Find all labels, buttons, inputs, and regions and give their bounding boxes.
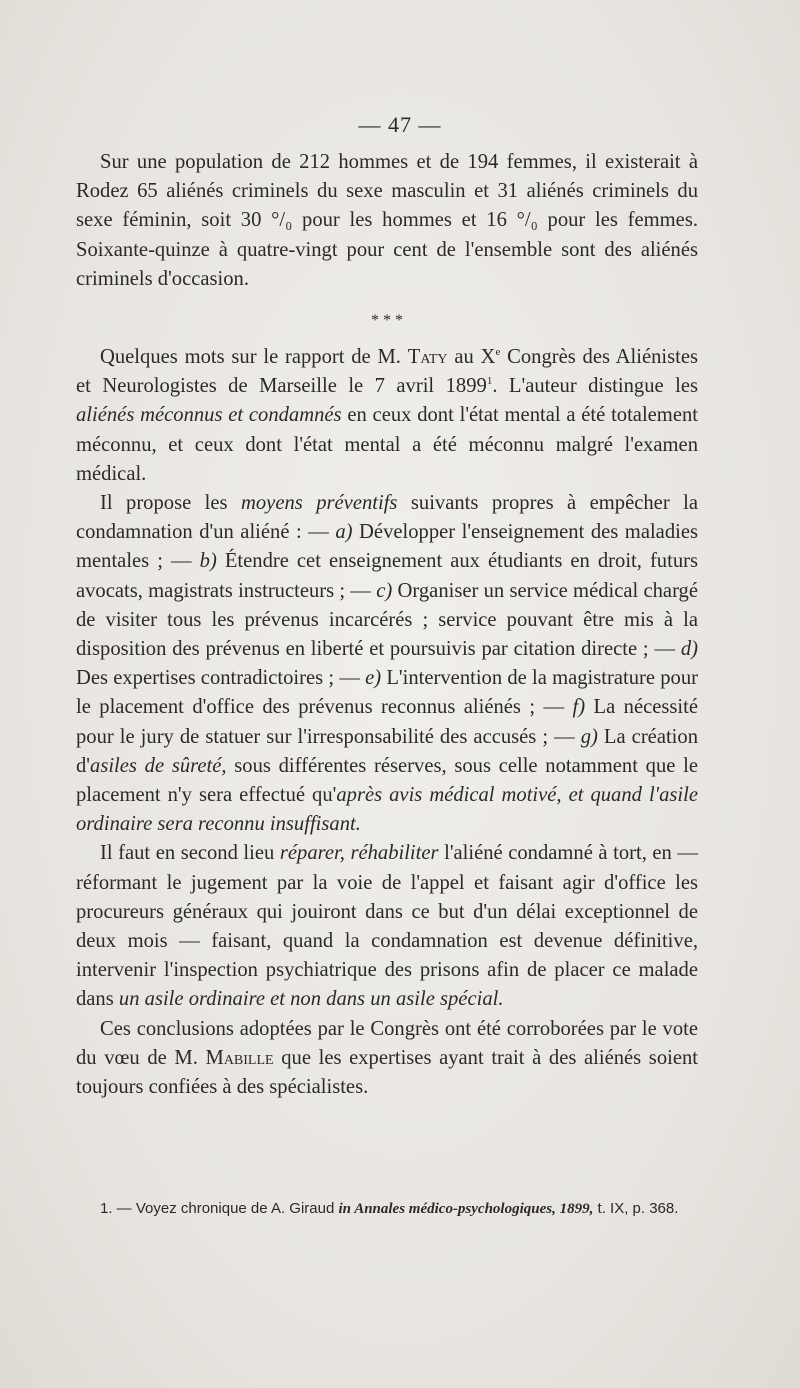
emphasis: après avis médical motivé, et quand l'asile ordinaire sera reconnu insuffisant.: [76, 784, 698, 836]
list-marker: d): [680, 638, 698, 661]
text-run: 1. — Voyez chronique de A. Giraud: [100, 1200, 339, 1217]
paragraph-4: [76, 839, 698, 1014]
list-marker: f): [572, 696, 586, 719]
text-run: Il faut en second lieu: [100, 842, 280, 865]
emphasis: réparer, réhabiliter: [279, 842, 439, 865]
body-text: [76, 148, 698, 1102]
text-run: Développer l'enseignement des maladies mentales ; —: [76, 521, 698, 573]
footnote: [76, 1198, 698, 1220]
text-run: . L'auteur distingue les: [492, 375, 698, 398]
paragraph-5: [76, 1015, 698, 1103]
emphasis: un asile ordinaire et non dans un asile spécial.: [118, 988, 504, 1011]
text-run: L'intervention de la magistrature pour le placement d'office des prévenus reconnus aliénés ; —: [76, 667, 698, 719]
list-marker: c): [376, 579, 393, 602]
emphasis: aliénés méconnus et condamnés: [76, 404, 342, 427]
paragraph-3: [76, 489, 698, 839]
paragraph-2: [76, 343, 698, 489]
text-run: Quelques mots sur le rapport de M.: [100, 346, 408, 369]
text-run: La nécessité pour le jury de statuer sur l'irresponsabilité des accusés ; —: [76, 696, 698, 748]
text-run: Organiser un service médical chargé de visiter tous les prévenus incarcérés ; service pouvant être mis à la disposition des prévenus en liberté et poursuivis par citation directe ; —: [76, 579, 698, 661]
text-run: Il propose les: [100, 492, 242, 515]
list-marker: a): [335, 521, 353, 544]
list-marker: b): [199, 550, 217, 573]
author-name-mabille: Mabille: [205, 1046, 274, 1069]
text-run: Des expertises contradictoires ; —: [76, 667, 366, 690]
text-run: t. IX, p. 368.: [593, 1200, 679, 1217]
footnote-reference[interactable]: 1: [486, 375, 493, 388]
author-name-taty: Taty: [407, 346, 448, 369]
journal-title: in Annales médico-psychologiques, 1899,: [338, 1201, 594, 1217]
page-number: — 47 —: [358, 112, 442, 137]
list-marker: g): [580, 725, 598, 748]
text-run: Étendre cet enseignement aux étudiants en droit, futurs avocats, magistrats instructeurs ; —: [76, 550, 698, 602]
text-run: suivants propres à empêcher la condamnation d'un aliéné : —: [76, 492, 698, 544]
section-separator: [76, 312, 698, 330]
text-run: que les expertises ayant trait à des aliénés soient toujours confiées à des spécialistes.: [76, 1046, 698, 1099]
emphasis: moyens préventifs: [241, 492, 398, 515]
superscript: e: [495, 346, 501, 359]
asterism: * * *: [371, 312, 403, 330]
text-run: l'aliéné condamné à tort, en — réformant le jugement par la voie de l'appel et faisant agir d'office les procureurs généraux qui jouiront dans ce but d'un délai exceptionnel de deux mois — faisant, quand la condamnation est devenue définitive, intervenir l'inspection psychiatrique des prisons afin de placer ce malade dans: [76, 842, 699, 1011]
text-run: en ceux dont l'état mental a été totalement méconnu, et ceux dont l'état mental a été méconnu malgré l'examen médical.: [76, 404, 698, 485]
text-run: au X: [447, 346, 496, 369]
paragraph-1: Sur une population de 212 hommes et de 194 femmes, il existerait à Rodez 65 aliénés criminels du sexe masculin et 31 aliénés criminels du sexe féminin, soit 30 °/₀ pour les hommes et 16 °/₀ pour les femmes. Soixante-quinze à quatre-vingt pour cent de l'ensemble sont des aliénés criminels d'occasion.: [76, 151, 698, 290]
text-run: sous différentes réserves, sous celle notamment que le placement n'y sera effectué qu': [76, 754, 698, 807]
list-marker: e): [365, 667, 382, 690]
emphasis: asiles de sûreté,: [90, 754, 227, 777]
text-run: Congrès des Aliénistes et Neurologistes de Marseille le 7 avril 1899: [76, 346, 699, 398]
text-run: La création d': [76, 725, 698, 777]
text-run: Ces conclusions adoptées par le Congrès ont été corroborées par le vote du vœu de M.: [76, 1017, 698, 1069]
